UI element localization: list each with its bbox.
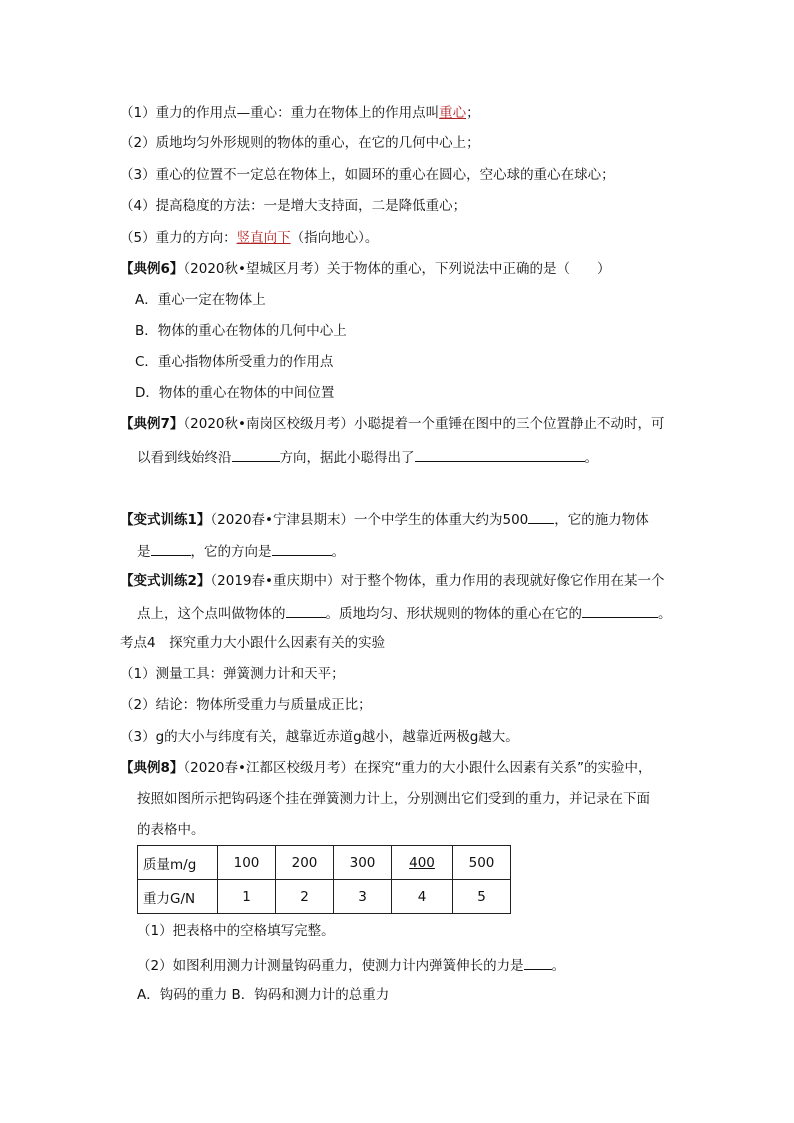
example8-q2	[137, 955, 565, 975]
table-cell-value: 400	[409, 854, 435, 871]
variant2-text2a: 点上，这个点叫做物体的	[137, 606, 286, 622]
variant2-line1	[120, 572, 664, 590]
variant1-blank-3[interactable]	[272, 541, 332, 556]
example7-line1	[120, 415, 664, 433]
example8-q2-end: 。	[551, 958, 566, 974]
table-header-gravity: 重力G/N	[138, 880, 218, 914]
point-1-suffix: ；	[466, 105, 480, 121]
variant2-line2	[137, 603, 672, 623]
variant1-text1b: ，它的施力物体	[554, 512, 649, 528]
table-cell: 300	[334, 846, 392, 880]
table-cell: 2	[276, 880, 334, 914]
variant1-blank-2[interactable]	[151, 541, 191, 556]
variant2-text1: （2019春•重庆期中）对于整个物体，重力作用的表现就好像它作用在某一个	[210, 573, 665, 589]
example7-blank-1[interactable]	[232, 447, 280, 462]
example7-text1: （2020秋•南岗区校级月考）小聪提着一个重锤在图中的三个位置静止不动时，可	[183, 416, 665, 432]
example6-stem	[120, 260, 610, 278]
variant2-blank-2[interactable]	[582, 603, 658, 618]
variant2-text2c: 。	[658, 606, 672, 622]
example7-tag: 【典例7】	[120, 416, 184, 432]
example8-text1: （2020春•江都区校级月考）在探究“重力的大小跟什么因素有关系”的实验中，	[183, 760, 652, 776]
variant2-tag: 【变式训练2】	[120, 573, 211, 589]
example7-text2a: 以看到线始终沿	[137, 450, 232, 466]
example7-text2b: 方向，据此小聪得出了	[279, 450, 415, 466]
table-cell-filled[interactable]	[392, 846, 453, 880]
table-cell: 100	[218, 846, 276, 880]
example6-option-b: B．物体的重心在物体的几何中心上	[135, 323, 347, 339]
example8-tag: 【典例8】	[120, 760, 184, 776]
table-cell: 5	[453, 880, 511, 914]
section4-item-3: （3）g的大小与纬度有关，越靠近赤道g越小，越靠近两极g越大。	[120, 729, 519, 745]
table-cell: 3	[334, 880, 392, 914]
point-1-highlight: 重心	[439, 105, 467, 121]
point-5-text: （5）重力的方向：	[120, 230, 237, 246]
data-table	[137, 845, 511, 914]
point-3: （3）重心的位置不一定总在物体上，如圆环的重心在圆心，空心球的重心在球心；	[120, 167, 615, 183]
example6-option-a: A．重心一定在物体上	[135, 292, 266, 308]
example6-question: （2020秋•望城区月考）关于物体的重心，下列说法中正确的是（ ）	[183, 261, 611, 277]
point-4: （4）提高稳度的方法：一是增大支持面，二是降低重心；	[120, 198, 467, 214]
example7-line2	[137, 447, 598, 467]
table-cell: 200	[276, 846, 334, 880]
table-cell: 1	[218, 880, 276, 914]
table-row	[138, 880, 511, 914]
section4-heading: 考点4 探究重力大小跟什么因素有关的实验	[120, 635, 386, 651]
example8-line3: 的表格中。	[137, 822, 205, 838]
example7-text2c: 。	[584, 450, 598, 466]
table-cell: 4	[392, 880, 453, 914]
variant2-text2b: 。质地均匀、形状规则的物体的重心在它的	[325, 606, 582, 622]
example8-line1	[120, 759, 651, 777]
example8-blank[interactable]	[524, 955, 552, 970]
example6-tag: 【典例6】	[120, 261, 184, 277]
variant2-blank-1[interactable]	[286, 603, 326, 618]
example7-blank-2[interactable]	[415, 447, 585, 462]
table-cell: 500	[453, 846, 511, 880]
variant1-text1a: （2020春•宁津县期末）一个中学生的体重大约为500	[210, 512, 529, 528]
example6-option-d: D．物体的重心在物体的中间位置	[135, 385, 335, 401]
point-2: （2）质地均匀外形规则的物体的重心，在它的几何中心上；	[120, 135, 480, 151]
variant1-text2a: 是	[137, 544, 151, 560]
section4-item-2: （2）结论：物体所受重力与质量成正比；	[120, 697, 372, 713]
point-1	[120, 104, 480, 122]
variant1-line1	[120, 509, 649, 529]
example8-q2-text: （2）如图利用测力计测量钩码重力，使测力计内弹簧伸长的力是	[137, 958, 524, 974]
point-5-suffix: （指向地心）。	[290, 230, 379, 246]
variant1-blank-1[interactable]	[528, 509, 554, 524]
variant1-line2	[137, 541, 345, 561]
variant1-tag: 【变式训练1】	[120, 512, 211, 528]
example8-choices: A．钩码的重力 B．钩码和测力计的总重力	[137, 987, 390, 1003]
point-5-highlight: 竖直向下	[236, 230, 291, 246]
table-row	[138, 846, 511, 880]
variant1-text2b: ，它的方向是	[190, 544, 272, 560]
variant1-text2c: 。	[331, 544, 345, 560]
section4-item-1: （1）测量工具：弹簧测力计和天平；	[120, 666, 345, 682]
point-1-text: （1）重力的作用点—重心：重力在物体上的作用点叫	[120, 105, 440, 121]
point-5	[120, 229, 378, 247]
example6-option-c: C．重心指物体所受重力的作用点	[135, 354, 334, 370]
table-header-mass: 质量m/g	[138, 846, 218, 880]
example8-q1: （1）把表格中的空格填写完整。	[137, 923, 335, 939]
example8-line2: 按照如图所示把钩码逐个挂在弹簧测力计上，分别测出它们受到的重力，并记录在下面	[137, 791, 650, 807]
